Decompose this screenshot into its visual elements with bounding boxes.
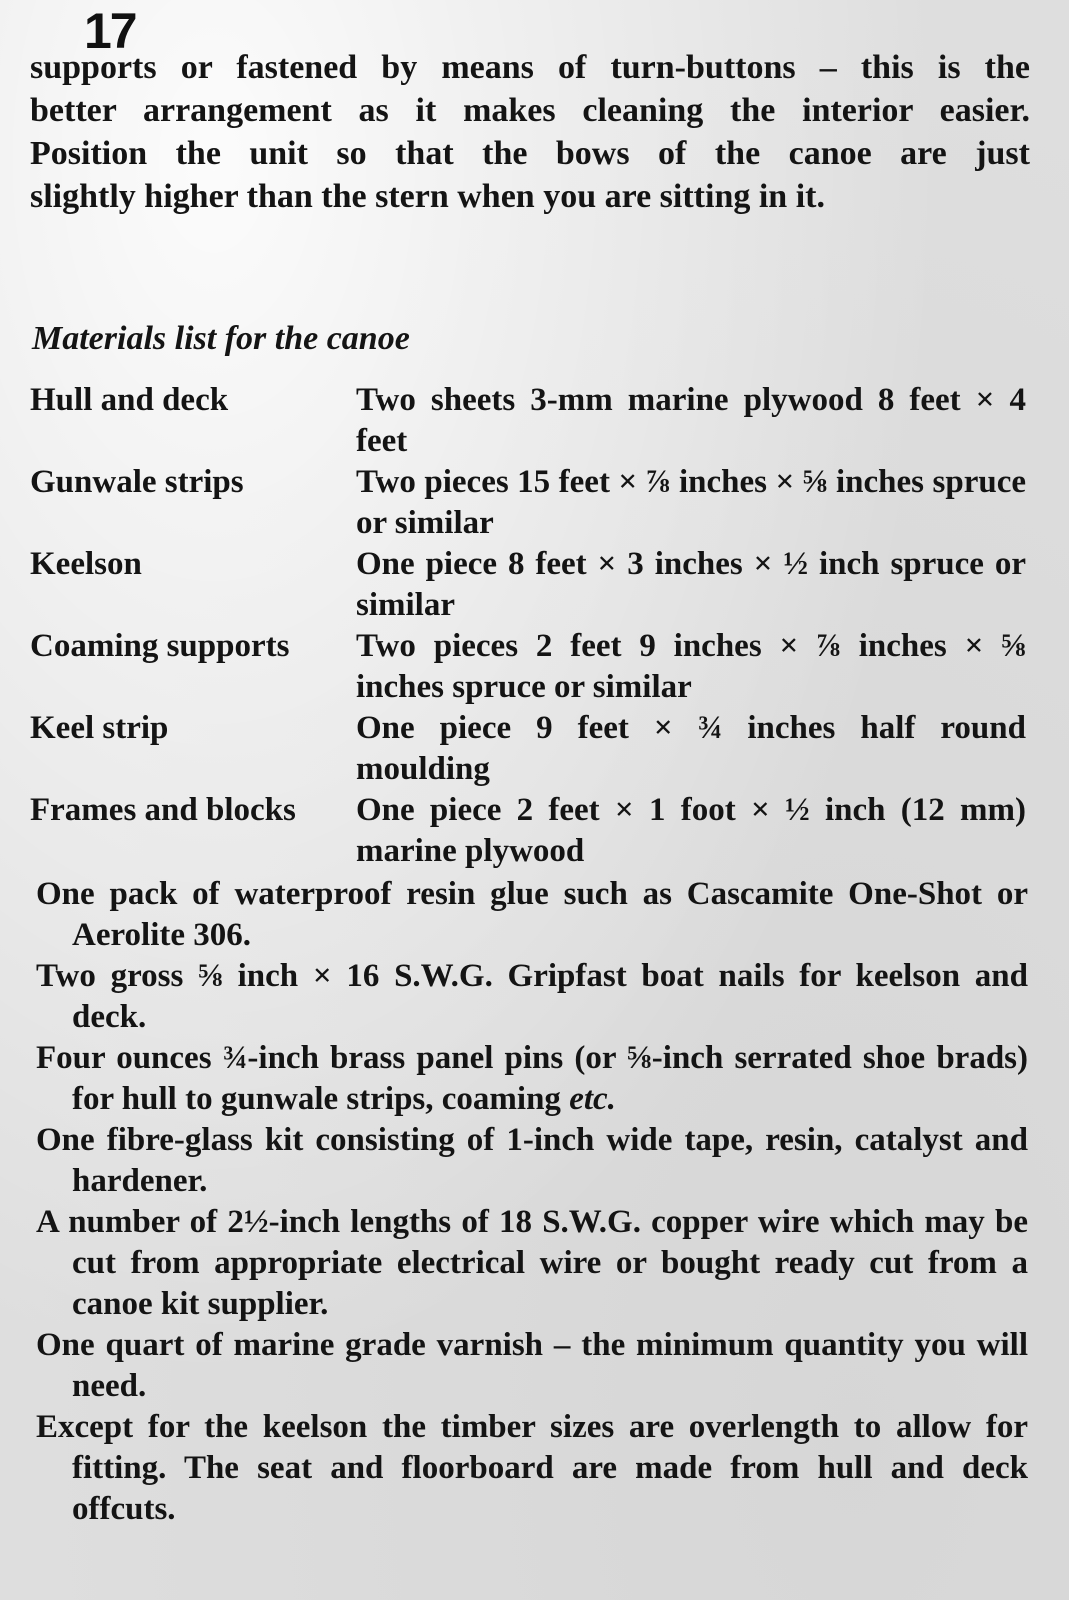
- material-description: Two pieces 15 feet × ⅞ inches × ⅝ inches spruce or similar: [356, 464, 1026, 541]
- list-item: One quart of marine grade varnish – the minimum quantity you will need.: [36, 1327, 1028, 1404]
- material-name: Keelson: [30, 546, 142, 582]
- list-item: Except for the keelson the timber sizes are overlength to allow for fitting. The seat and floorboard are made from hull and deck offcuts.: [36, 1409, 1028, 1527]
- materials-heading: Materials list for the canoe: [32, 320, 410, 357]
- list-item: Two gross ⅝ inch × 16 S.W.G. Gripfast boat nails for keelson and deck.: [36, 958, 1028, 1035]
- material-name: Coaming supports: [30, 628, 290, 664]
- list-item: One pack of waterproof resin glue such as Cascamite One-Shot or Aerolite 306.: [36, 876, 1028, 953]
- intro-paragraph: [30, 46, 1030, 218]
- materials-table: [30, 380, 1035, 872]
- material-name: Keel strip: [30, 710, 169, 746]
- materials-row: [30, 380, 1035, 462]
- materials-row: [30, 790, 1035, 872]
- page-number: 17: [84, 3, 136, 59]
- material-description: One piece 9 feet × ¾ inches half round moulding: [356, 710, 1026, 787]
- list-item: [36, 1038, 1028, 1120]
- material-name: Gunwale strips: [30, 464, 244, 500]
- intro-line: better arrangement as it makes cleaning the interior easier.: [30, 92, 1030, 129]
- material-description: Two pieces 2 feet 9 inches × ⅞ inches × ⅝ inches spruce or similar: [356, 628, 1026, 705]
- list-item-italic: etc.: [569, 1081, 616, 1117]
- material-description: One piece 8 feet × 3 inches × ½ inch spruce or similar: [356, 546, 1026, 623]
- material-name: Frames and blocks: [30, 792, 296, 828]
- list-item-text: Four ounces ¾-inch brass panel pins (or ⅝-inch serrated shoe brads) for hull to gunwale strips, coaming: [36, 1040, 1028, 1117]
- list-item: A number of 2½-inch lengths of 18 S.W.G. copper wire which may be cut from appropriate electrical wire or bought ready cut from a canoe kit supplier.: [36, 1204, 1028, 1322]
- materials-row: [30, 462, 1035, 544]
- intro-line: Position the unit so that the bows of the canoe are just: [30, 135, 1030, 172]
- material-name: Hull and deck: [30, 382, 229, 418]
- materials-row: [30, 544, 1035, 626]
- intro-line: supports or fastened by means of turn-buttons – this is the: [30, 49, 1030, 86]
- material-description: Two sheets 3-mm marine plywood 8 feet × 4 feet: [356, 382, 1026, 459]
- additional-materials-list: [36, 874, 1028, 1530]
- materials-row: [30, 626, 1035, 708]
- intro-line: slightly higher than the stern when you are sitting in it.: [30, 178, 825, 215]
- materials-row: [30, 708, 1035, 790]
- list-item: One fibre-glass kit consisting of 1-inch wide tape, resin, catalyst and hardener.: [36, 1122, 1028, 1199]
- material-description: One piece 2 feet × 1 foot × ½ inch (12 mm) marine plywood: [356, 792, 1026, 869]
